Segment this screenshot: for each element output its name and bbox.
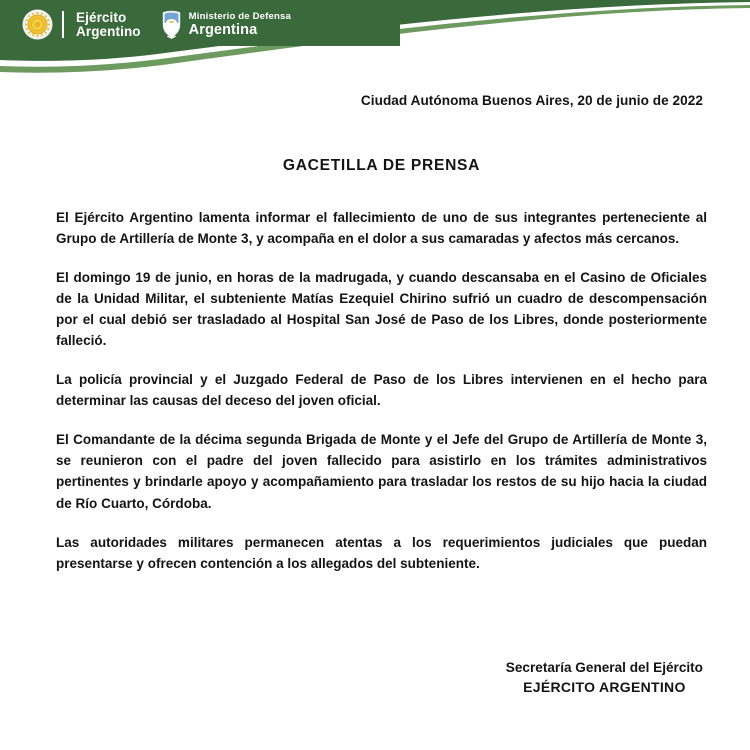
paragraph-1: El Ejército Argentino lamenta informar el fallecimiento de uno de sus integrantes perteneciente al Grupo de Artillería de Monte 3, y acompaña en el dolor a sus camaradas y afectos más cercanos. bbox=[56, 210, 707, 247]
ministry-brand-line1: Ministerio de Defensa bbox=[188, 10, 291, 22]
signature-role: Secretaría General del Ejército bbox=[505, 659, 703, 675]
army-brand-text bbox=[76, 11, 141, 39]
document-body bbox=[0, 93, 750, 574]
page-title: GACETILLA DE PRENSA bbox=[282, 157, 481, 174]
paragraph-3: La policía provincial y el Juzgado Federal de Paso de los Libres intervienen en el hecho para determinar las causas del deceso del joven oficial. bbox=[56, 372, 707, 409]
signature-organization: EJÉRCITO ARGENTINO bbox=[523, 678, 686, 695]
army-brand-line1: Ejército bbox=[76, 9, 127, 25]
argentina-shield-icon bbox=[161, 10, 182, 40]
brand-divider bbox=[62, 11, 64, 38]
document-header bbox=[0, 0, 750, 80]
paragraph-2: El domingo 19 de junio, en horas de la madrugada, y cuando descansaba en el Casino de Oficiales de la Unidad Militar, el subteniente Matías Ezequiel Chirino sufrió un cuadro de descompensación por el cual debió ser trasladado al Hospital San José de Paso de los Libres, donde posteriormente falleció. bbox=[56, 270, 707, 349]
press-release-paragraphs bbox=[56, 207, 707, 574]
signature-block bbox=[506, 659, 703, 697]
paragraph-5: Las autoridades militares permanecen atentas a los requerimientos judiciales que puedan presentarse y ofrecen contención a los allegados del subteniente. bbox=[56, 534, 707, 571]
ministry-brand-line2: Argentina bbox=[188, 21, 258, 38]
header-brand-lockups bbox=[22, 9, 291, 40]
army-seal-icon bbox=[22, 9, 53, 40]
army-brand-lockup bbox=[22, 9, 141, 40]
army-brand-line2: Argentino bbox=[76, 23, 141, 39]
paragraph-4: El Comandante de la décima segunda Brigada de Monte y el Jefe del Grupo de Artillería de Monte 3, se reunieron con el padre del joven fallecido para asistirlo en los trámites administrativos pertinentes y brindarle apoyo y acompañamiento para trasladar los restos de su hijo hacia la ciudad de Río Cuarto, Córdoba. bbox=[56, 432, 707, 511]
date-line: Ciudad Autónoma Buenos Aires, 20 de junio de 2022 bbox=[360, 93, 703, 108]
ministry-brand-lockup bbox=[161, 10, 291, 40]
ministry-brand-text bbox=[189, 12, 291, 38]
